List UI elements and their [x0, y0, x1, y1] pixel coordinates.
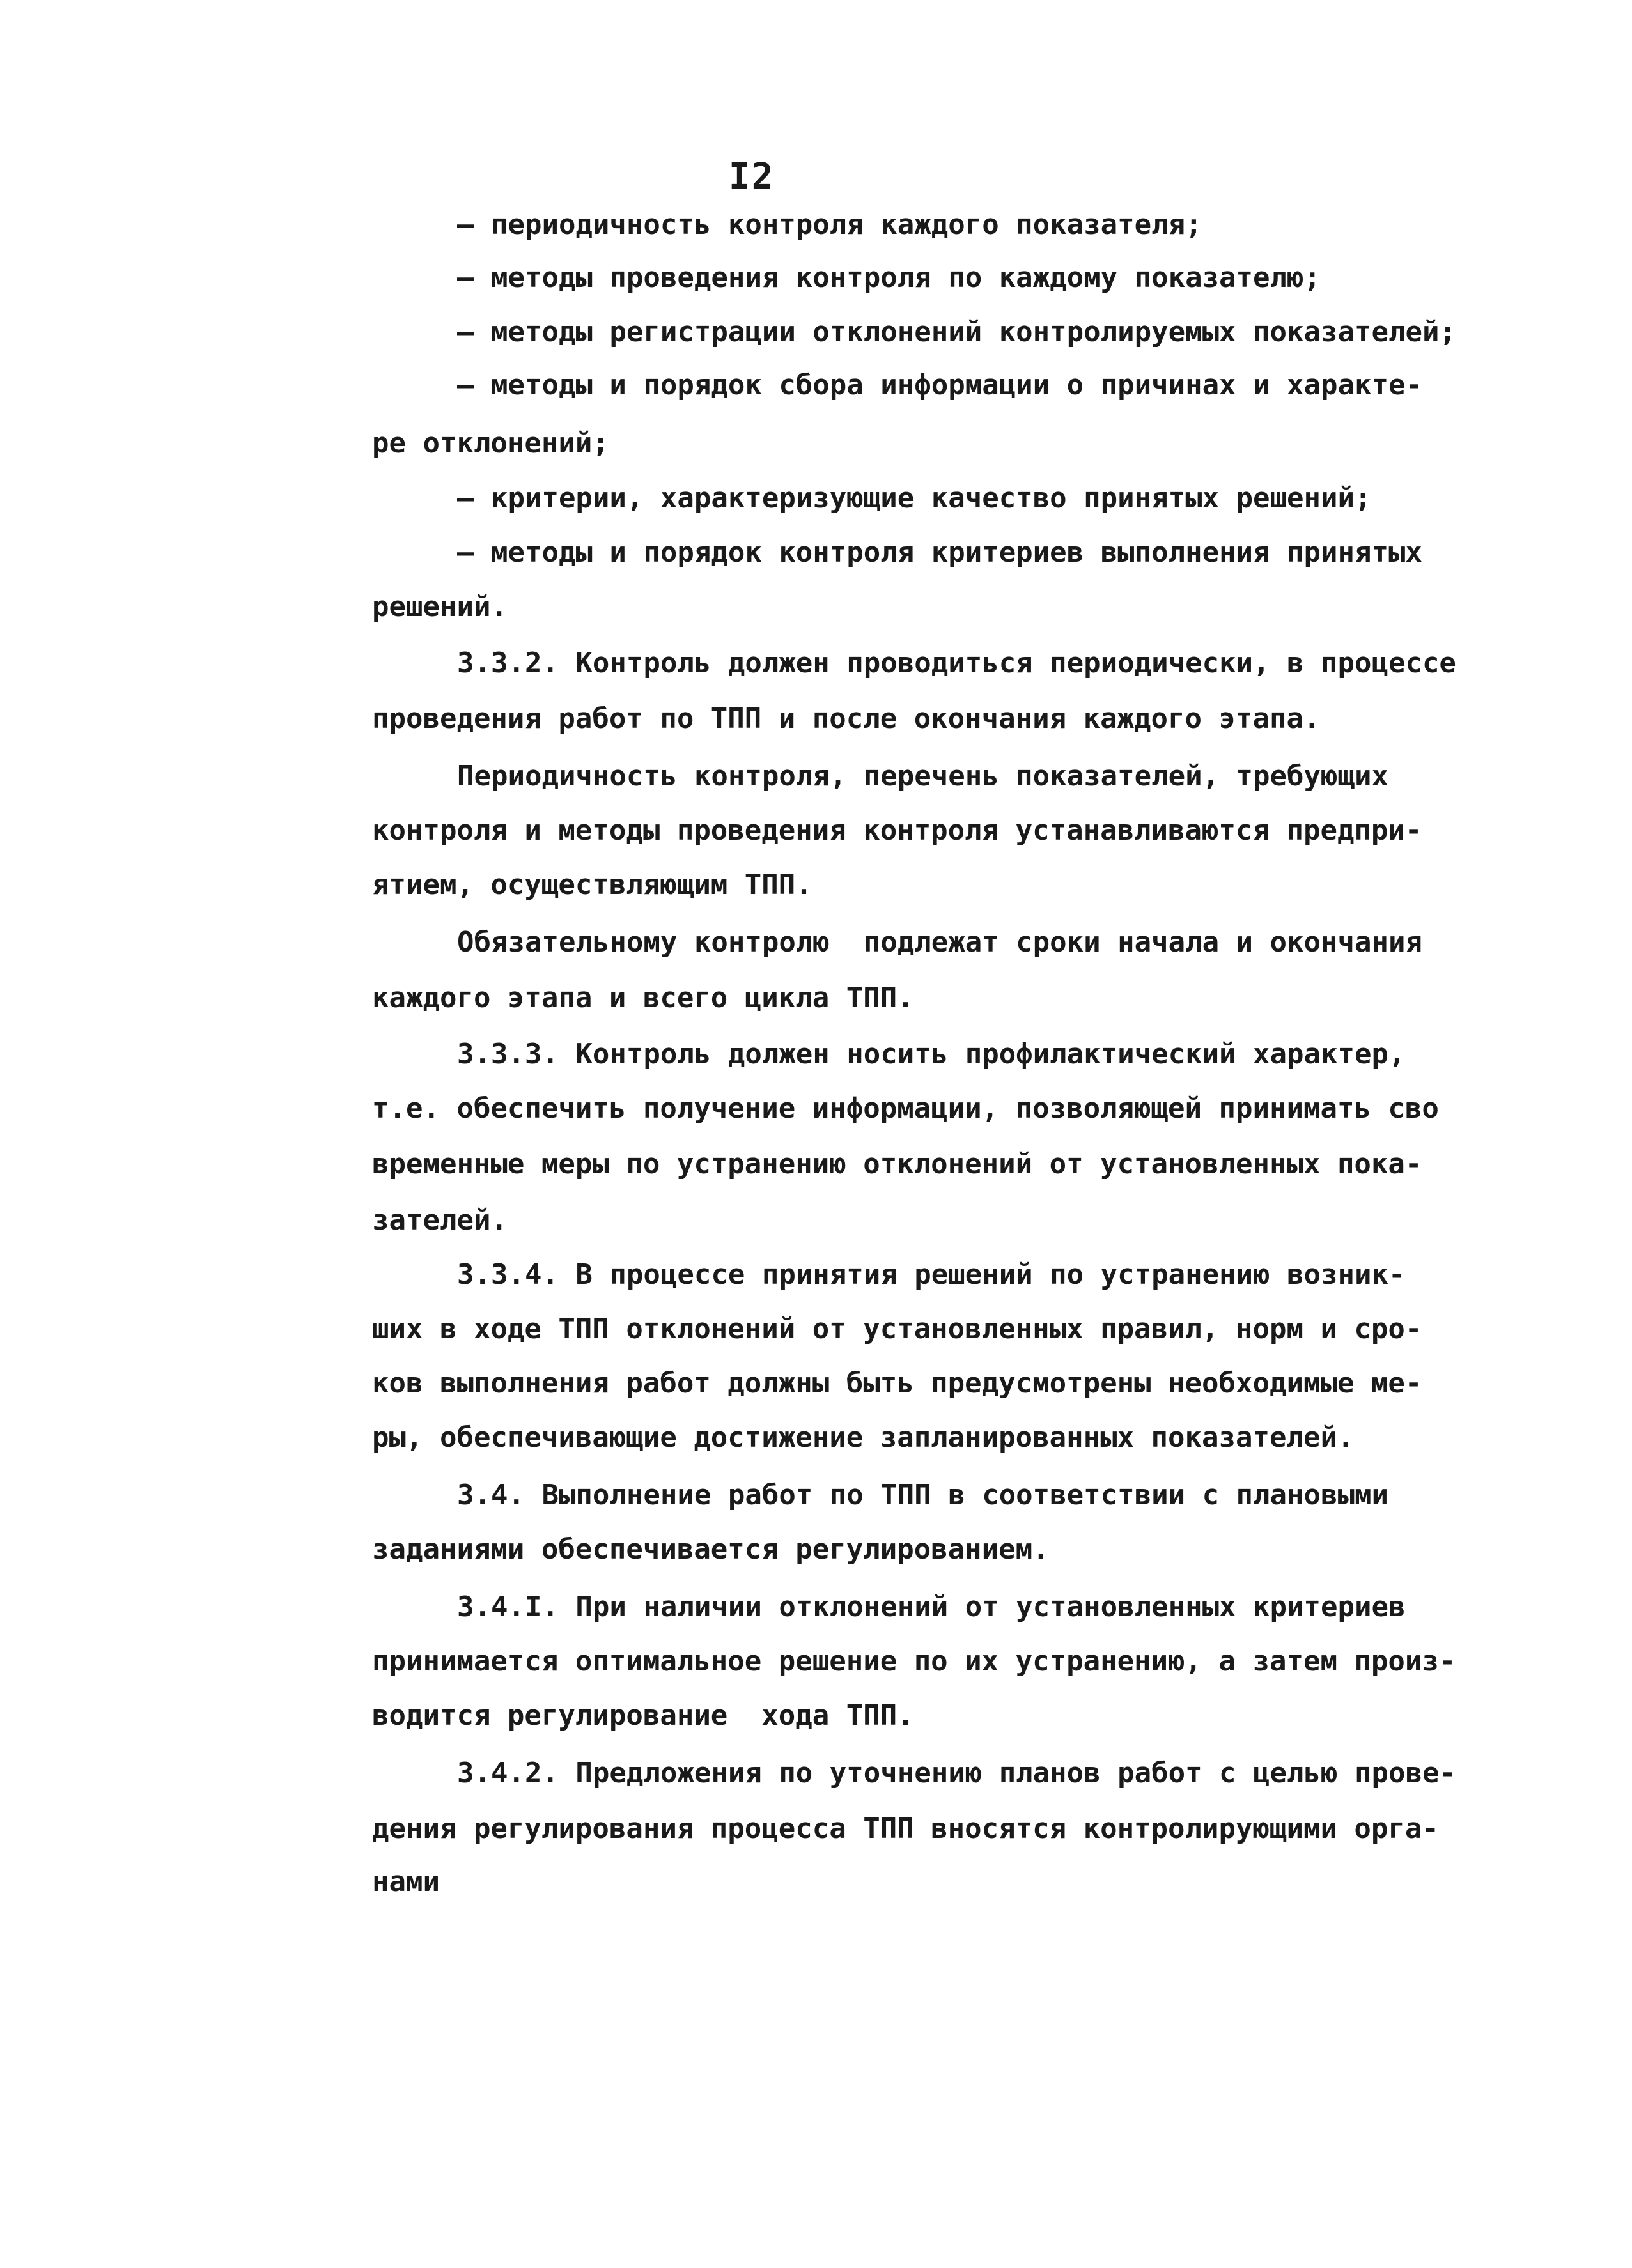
text-line: каждого этапа и всего цикла ТПП. [372, 982, 914, 1014]
text-line: решений. [372, 590, 508, 623]
text-line: проведения работ по ТПП и после окончания каждого этапа. [372, 702, 1321, 735]
text-line: ших в ходе ТПП отклонений от установленных правил, норм и сро- [372, 1313, 1422, 1345]
text-line: нами [372, 1865, 440, 1898]
text-line: – методы и порядок сбора информации о причинах и характе- [457, 369, 1422, 401]
text-line: зателей. [372, 1204, 508, 1237]
text-line: Обязательному контролю подлежат сроки начала и окончания [457, 926, 1422, 959]
text-line: 3.3.2. Контроль должен проводиться периодически, в процессе [457, 647, 1456, 679]
text-line: ре отклонений; [372, 427, 609, 459]
text-line: – периодичность контроля каждого показателя; [457, 208, 1202, 241]
text-line: ятием, осуществляющим ТПП. [372, 868, 812, 901]
text-line: принимается оптимальное решение по их устранению, а затем произ- [372, 1645, 1456, 1678]
text-line: 3.4.2. Предложения по уточнению планов работ с целью прове- [457, 1757, 1456, 1789]
page-number: I2 [729, 156, 775, 197]
text-line: заданиями обеспечивается регулированием. [372, 1533, 1050, 1566]
text-line: 3.4.I. При наличии отклонений от установленных критериев [457, 1591, 1406, 1623]
text-line: – методы регистрации отклонений контролируемых показателей; [457, 316, 1456, 348]
text-line: 3.3.3. Контроль должен носить профилактический характер, [457, 1038, 1406, 1070]
text-line: ры, обеспечивающие достижение запланированных показателей. [372, 1421, 1355, 1454]
text-line: 3.3.4. В процессе принятия решений по устранению возник- [457, 1258, 1406, 1291]
text-line: т.е. обеспечить получение информации, позволяющей принимать сво [372, 1092, 1439, 1125]
text-line: водится регулирование хода ТПП. [372, 1699, 914, 1732]
text-line: ков выполнения работ должны быть предусмотрены необходимые ме- [372, 1367, 1422, 1400]
text-line: Периодичность контроля, перечень показателей, требующих [457, 760, 1388, 792]
text-line: – методы проведения контроля по каждому показателю; [457, 261, 1321, 294]
text-line: временные меры по устранению отклонений от установленных пока- [372, 1148, 1422, 1180]
text-line: – критерии, характеризующие качество принятых решений; [457, 482, 1372, 514]
text-line: – методы и порядок контроля критериев выполнения принятых [457, 536, 1422, 569]
text-line: 3.4. Выполнение работ по ТПП в соответствии с плановыми [457, 1479, 1388, 1511]
text-line: дения регулирования процесса ТПП вносятся контролирующими орга- [372, 1812, 1439, 1845]
text-line: контроля и методы проведения контроля устанавливаются предпри- [372, 814, 1422, 847]
